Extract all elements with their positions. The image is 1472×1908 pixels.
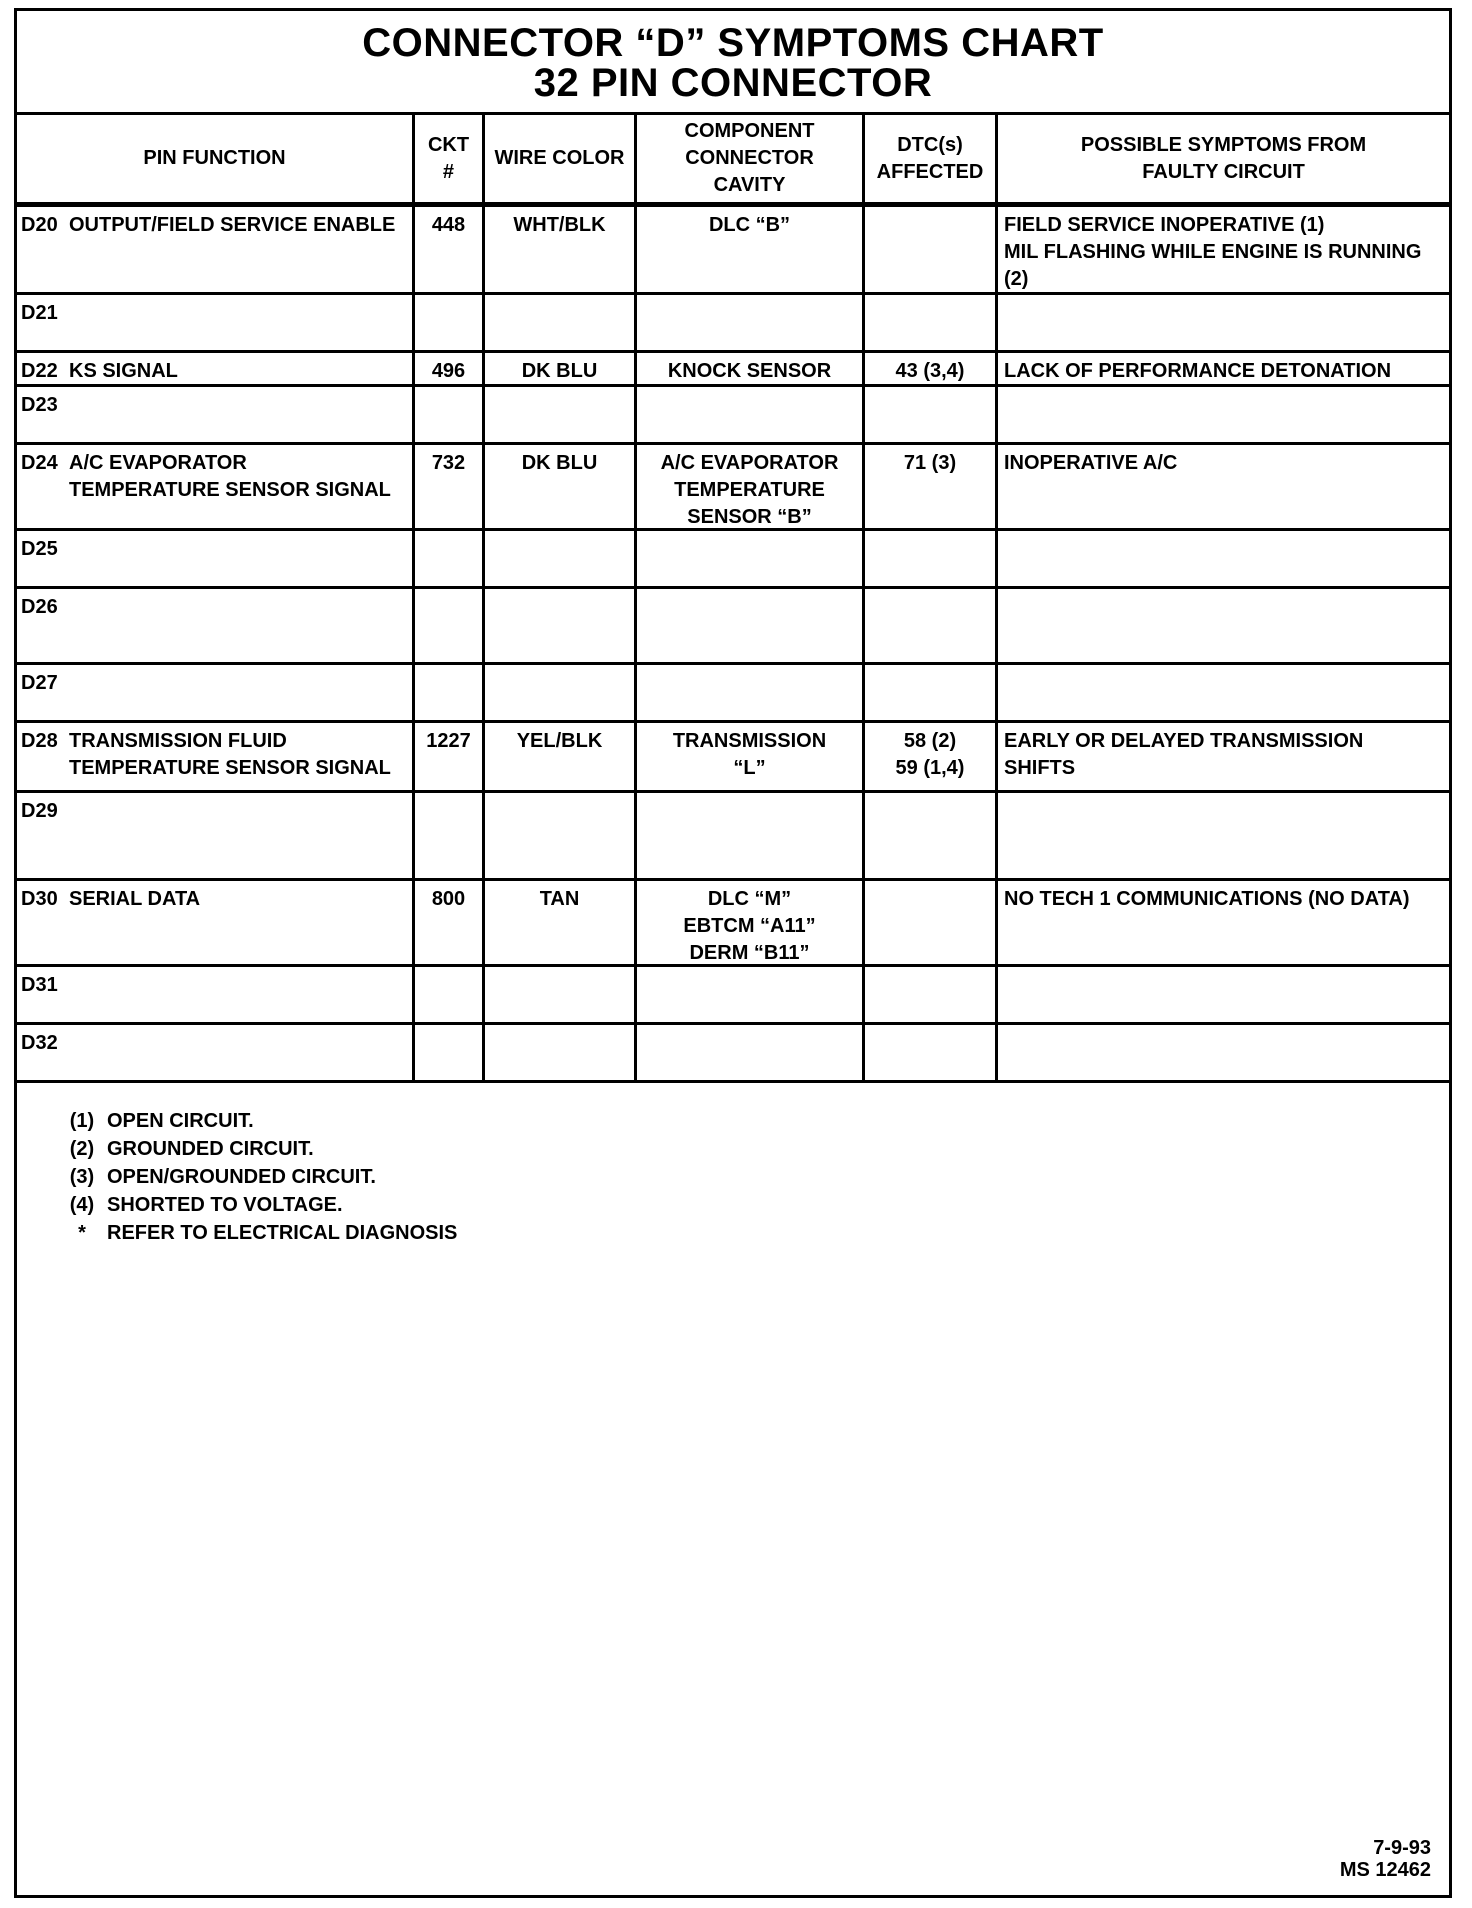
component-cell: TRANSMISSION “L” bbox=[637, 723, 865, 790]
pin-function-cell bbox=[17, 1025, 415, 1080]
pin-function: OUTPUT/FIELD SERVICE ENABLE bbox=[69, 214, 396, 236]
column-header-pin-function: PIN FUNCTION bbox=[17, 115, 415, 202]
symptoms-cell bbox=[998, 665, 1449, 720]
component-cell bbox=[637, 1025, 865, 1080]
table-row bbox=[17, 445, 1449, 531]
component-cell bbox=[637, 295, 865, 350]
table-row bbox=[17, 967, 1449, 1025]
symptoms-cell: EARLY OR DELAYED TRANSMISSION SHIFTS bbox=[1004, 730, 1364, 779]
dtc-cell bbox=[865, 793, 998, 878]
dtc-cell: 71 (3) bbox=[865, 445, 998, 528]
pin-function: A/C EVAPORATOR TEMPERATURE SENSOR SIGNAL bbox=[69, 452, 391, 501]
table-row bbox=[17, 207, 1449, 295]
wire-color-cell bbox=[485, 295, 637, 350]
document-code: MS 12462 bbox=[1339, 1859, 1431, 1881]
ckt-cell: 448 bbox=[415, 207, 485, 292]
ckt-cell: 1227 bbox=[415, 723, 485, 790]
footnote-mark: (2) bbox=[69, 1138, 95, 1160]
table-body bbox=[17, 207, 1449, 1083]
dtc-cell bbox=[865, 967, 998, 1022]
ckt-cell bbox=[415, 793, 485, 878]
footnote bbox=[57, 1219, 457, 1247]
footnote-mark: * bbox=[78, 1222, 86, 1244]
footnote bbox=[57, 1191, 457, 1219]
footnote-text: REFER TO ELECTRICAL DIAGNOSIS bbox=[107, 1222, 458, 1244]
table-row bbox=[17, 665, 1449, 723]
footnote bbox=[57, 1163, 457, 1191]
ckt-cell bbox=[415, 665, 485, 720]
table-row bbox=[17, 531, 1449, 589]
symptoms-cell bbox=[998, 1025, 1449, 1080]
footnotes bbox=[57, 1107, 457, 1247]
wire-color-cell: YEL/BLK bbox=[485, 723, 637, 790]
pin-number: D20 bbox=[21, 214, 58, 236]
wire-color-cell: WHT/BLK bbox=[485, 207, 637, 292]
dtc-cell bbox=[865, 665, 998, 720]
footnote-mark: (1) bbox=[69, 1110, 95, 1132]
symptoms-cell: NO TECH 1 COMMUNICATIONS (NO DATA) bbox=[1004, 888, 1410, 910]
symptoms-cell bbox=[998, 387, 1449, 442]
pin-function-cell bbox=[17, 387, 415, 442]
footnote-text: SHORTED TO VOLTAGE. bbox=[107, 1194, 343, 1216]
title-block bbox=[17, 11, 1449, 115]
chart-subtitle: 32 PIN CONNECTOR bbox=[533, 61, 933, 105]
table-row bbox=[17, 353, 1449, 387]
component-cell bbox=[637, 793, 865, 878]
pin-number: D26 bbox=[21, 596, 58, 618]
pin-number: D23 bbox=[21, 394, 58, 416]
symptoms-cell bbox=[998, 793, 1449, 878]
dtc-cell bbox=[865, 589, 998, 662]
component-cell: DLC “B” bbox=[637, 207, 865, 292]
pin-function-cell bbox=[17, 445, 415, 528]
wire-color-cell: DK BLU bbox=[485, 445, 637, 528]
pin-function-cell bbox=[17, 589, 415, 662]
ckt-cell bbox=[415, 387, 485, 442]
pin-function-cell bbox=[17, 665, 415, 720]
column-header-component: COMPONENT CONNECTOR CAVITY bbox=[637, 115, 865, 202]
symptoms-cell bbox=[998, 295, 1449, 350]
wire-color-cell: TAN bbox=[485, 881, 637, 964]
component-cell bbox=[637, 531, 865, 586]
component-cell bbox=[637, 387, 865, 442]
pin-number: D29 bbox=[21, 800, 58, 822]
table-row bbox=[17, 1025, 1449, 1083]
pin-number: D32 bbox=[21, 1032, 58, 1054]
component-cell: A/C EVAPORATOR TEMPERATURE SENSOR “B” bbox=[637, 445, 865, 528]
footnote-text: OPEN/GROUNDED CIRCUIT. bbox=[107, 1166, 376, 1188]
pin-function-cell bbox=[17, 207, 415, 292]
pin-function-cell bbox=[17, 531, 415, 586]
symptoms-cell bbox=[998, 531, 1449, 586]
ckt-cell bbox=[415, 531, 485, 586]
symptoms-cell: FIELD SERVICE INOPERATIVE (1) MIL FLASHING WHILE ENGINE IS RUNNING (2) bbox=[1004, 214, 1422, 290]
pin-number: D22 bbox=[21, 360, 58, 382]
dtc-cell bbox=[865, 387, 998, 442]
pin-number: D24 bbox=[21, 452, 58, 474]
component-cell: KNOCK SENSOR bbox=[637, 353, 865, 384]
connector-table bbox=[17, 115, 1449, 1083]
ckt-cell bbox=[415, 295, 485, 350]
document-date: 7-9-93 bbox=[1373, 1837, 1431, 1859]
ckt-cell bbox=[415, 1025, 485, 1080]
wire-color-cell bbox=[485, 665, 637, 720]
table-row bbox=[17, 793, 1449, 881]
pin-number: D30 bbox=[21, 888, 58, 910]
component-cell: DLC “M” EBTCM “A11” DERM “B11” bbox=[637, 881, 865, 964]
pin-function: KS SIGNAL bbox=[69, 360, 178, 382]
pin-number: D28 bbox=[21, 730, 58, 752]
pin-number: D25 bbox=[21, 538, 58, 560]
ckt-cell bbox=[415, 967, 485, 1022]
table-row bbox=[17, 589, 1449, 665]
ckt-cell bbox=[415, 589, 485, 662]
symptoms-cell bbox=[998, 589, 1449, 662]
document-stamp bbox=[1340, 1837, 1431, 1881]
dtc-cell: 58 (2) 59 (1,4) bbox=[865, 723, 998, 790]
pin-function-cell bbox=[17, 793, 415, 878]
wire-color-cell bbox=[485, 387, 637, 442]
pin-function-cell bbox=[17, 353, 415, 384]
footnote-mark: (3) bbox=[69, 1166, 95, 1188]
table-row bbox=[17, 881, 1449, 967]
table-row bbox=[17, 295, 1449, 353]
column-header-ckt: CKT # bbox=[415, 115, 485, 202]
component-cell bbox=[637, 967, 865, 1022]
dtc-cell bbox=[865, 881, 998, 964]
footnote-text: GROUNDED CIRCUIT. bbox=[107, 1138, 314, 1160]
table-row bbox=[17, 723, 1449, 793]
pin-function-cell bbox=[17, 295, 415, 350]
dtc-cell: 43 (3,4) bbox=[865, 353, 998, 384]
column-header-dtc: DTC(s) AFFECTED bbox=[865, 115, 998, 202]
dtc-cell bbox=[865, 207, 998, 292]
dtc-cell bbox=[865, 295, 998, 350]
column-header-symptoms: POSSIBLE SYMPTOMS FROM FAULTY CIRCUIT bbox=[1080, 133, 1367, 183]
pin-number: D31 bbox=[21, 974, 58, 996]
symptoms-cell bbox=[998, 967, 1449, 1022]
wire-color-cell bbox=[485, 1025, 637, 1080]
footnote bbox=[57, 1135, 457, 1163]
column-header-wire-color: WIRE COLOR bbox=[485, 115, 637, 202]
dtc-cell bbox=[865, 1025, 998, 1080]
ckt-cell: 732 bbox=[415, 445, 485, 528]
symptoms-chart-sheet bbox=[14, 8, 1452, 1898]
dtc-cell bbox=[865, 531, 998, 586]
pin-function-cell bbox=[17, 881, 415, 964]
symptoms-cell: INOPERATIVE A/C bbox=[1004, 452, 1178, 474]
component-cell bbox=[637, 665, 865, 720]
component-cell bbox=[637, 589, 865, 662]
footnote bbox=[57, 1107, 457, 1135]
wire-color-cell bbox=[485, 967, 637, 1022]
symptoms-cell: LACK OF PERFORMANCE DETONATION bbox=[1004, 360, 1392, 382]
footnote-mark: (4) bbox=[69, 1194, 95, 1216]
ckt-cell: 800 bbox=[415, 881, 485, 964]
pin-function-cell bbox=[17, 723, 415, 790]
table-header-row bbox=[17, 115, 1449, 207]
wire-color-cell bbox=[485, 531, 637, 586]
pin-number: D21 bbox=[21, 302, 58, 324]
pin-function: TRANSMISSION FLUID TEMPERATURE SENSOR SIGNAL bbox=[69, 730, 391, 779]
pin-function-cell bbox=[17, 967, 415, 1022]
table-row bbox=[17, 387, 1449, 445]
footnote-text: OPEN CIRCUIT. bbox=[107, 1110, 254, 1132]
wire-color-cell: DK BLU bbox=[485, 353, 637, 384]
chart-title: CONNECTOR “D” SYMPTOMS CHART bbox=[362, 21, 1104, 65]
pin-function: SERIAL DATA bbox=[69, 888, 201, 910]
pin-number: D27 bbox=[21, 672, 58, 694]
ckt-cell: 496 bbox=[415, 353, 485, 384]
wire-color-cell bbox=[485, 793, 637, 878]
wire-color-cell bbox=[485, 589, 637, 662]
